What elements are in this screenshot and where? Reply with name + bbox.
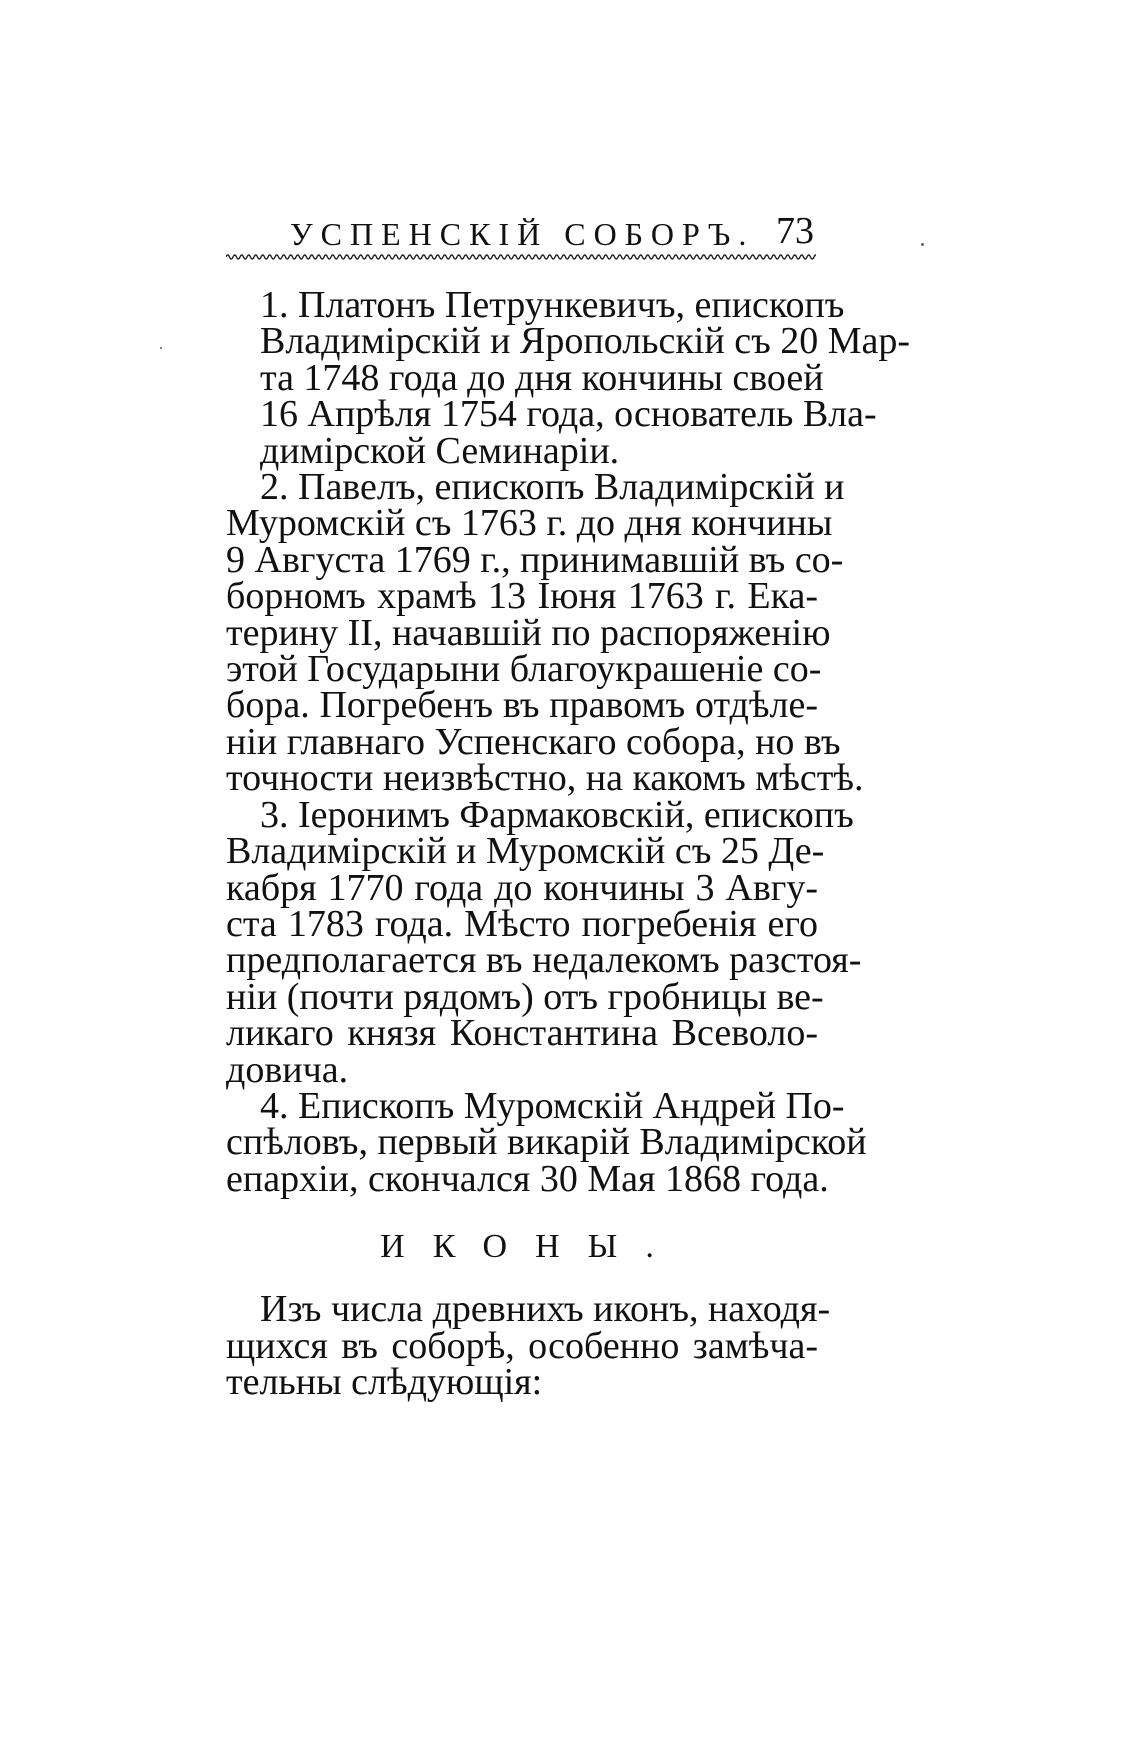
- text-line: Муромскій съ 1763 г. до дня кончины: [226, 502, 833, 545]
- text-line: 3. Іеронимъ Фармаковскій, епископъ: [260, 793, 854, 836]
- entry-paragraph: [226, 466, 864, 800]
- text-line: 1. Платонъ Петрункевичъ, епископъ: [260, 284, 845, 326]
- text-line: точности неизвѣстно, на какомъ мѣстѣ.: [226, 757, 864, 800]
- text-line: 9 Августа 1769 г., принимавшій въ со-: [226, 538, 844, 581]
- entry-paragraph: [226, 284, 911, 472]
- text-line: спѣловъ, первый викарій Владимірской: [226, 1121, 867, 1164]
- text-line: борномъ храмѣ 13 Іюня 1763 г. Ека-: [226, 575, 818, 618]
- running-head: [226, 208, 816, 260]
- text-line: епархіи, скончался 30 Мая 1868 года.: [226, 1157, 829, 1200]
- text-line: 2. Павелъ, епископъ Владимірскій и: [260, 466, 845, 509]
- text-line: Владимірскій и Яропольскій съ 20 Мар-: [260, 320, 911, 363]
- text-line: предполагается въ недалекомъ разстоя-: [226, 939, 862, 982]
- text-line: 4. Епископъ Муромскій Андрей По-: [260, 1084, 845, 1127]
- text-line: щихся въ соборѣ, особенно замѣча-: [226, 1324, 818, 1367]
- text-line: Владимірскій и Муромскій съ 25 Де-: [226, 830, 825, 873]
- text-line: терину II, начавшій по распоряженію: [226, 611, 831, 654]
- text-line: 16 Апрѣля 1754 года, основатель Вла-: [260, 393, 877, 436]
- text-line: тельны слѣдующія:: [226, 1360, 543, 1403]
- text-line: та 1748 года до дня кончины своей: [260, 356, 824, 399]
- text-line: ніи главнаго Успенскаго собора, но въ: [226, 720, 841, 763]
- text-line: бора. Погребенъ въ правомъ отдѣле-: [226, 684, 818, 727]
- text-line: Изъ числа древнихъ иконъ, находя-: [260, 1288, 831, 1331]
- section-intro-paragraph: [226, 1288, 831, 1403]
- paper-speck: [160, 347, 162, 349]
- wavy-rule: [226, 252, 816, 262]
- section-heading: ИКОНЫ.: [380, 1228, 682, 1266]
- text-line: ніи (почти рядомъ) отъ гробницы ве-: [226, 975, 824, 1018]
- text-line: кабря 1770 года до кончины 3 Авгу-: [226, 866, 818, 909]
- paper-speck: [921, 243, 924, 246]
- text-line: довича.: [226, 1048, 349, 1091]
- text-line: этой Государыни благоукрашеніе со-: [226, 648, 822, 691]
- entry-paragraph: [226, 1084, 867, 1200]
- text-line: ликаго князя Константина Всеволо-: [226, 1012, 818, 1055]
- running-title: УСПЕНСКІЙ СОБОРЪ.: [290, 216, 755, 252]
- text-line: ста 1783 года. Мѣсто погребенія его: [226, 902, 818, 945]
- text-line: димірской Семинаріи.: [260, 429, 620, 472]
- page-number: 73: [776, 210, 814, 252]
- entry-paragraph: [226, 793, 862, 1091]
- page-content: [226, 284, 911, 1403]
